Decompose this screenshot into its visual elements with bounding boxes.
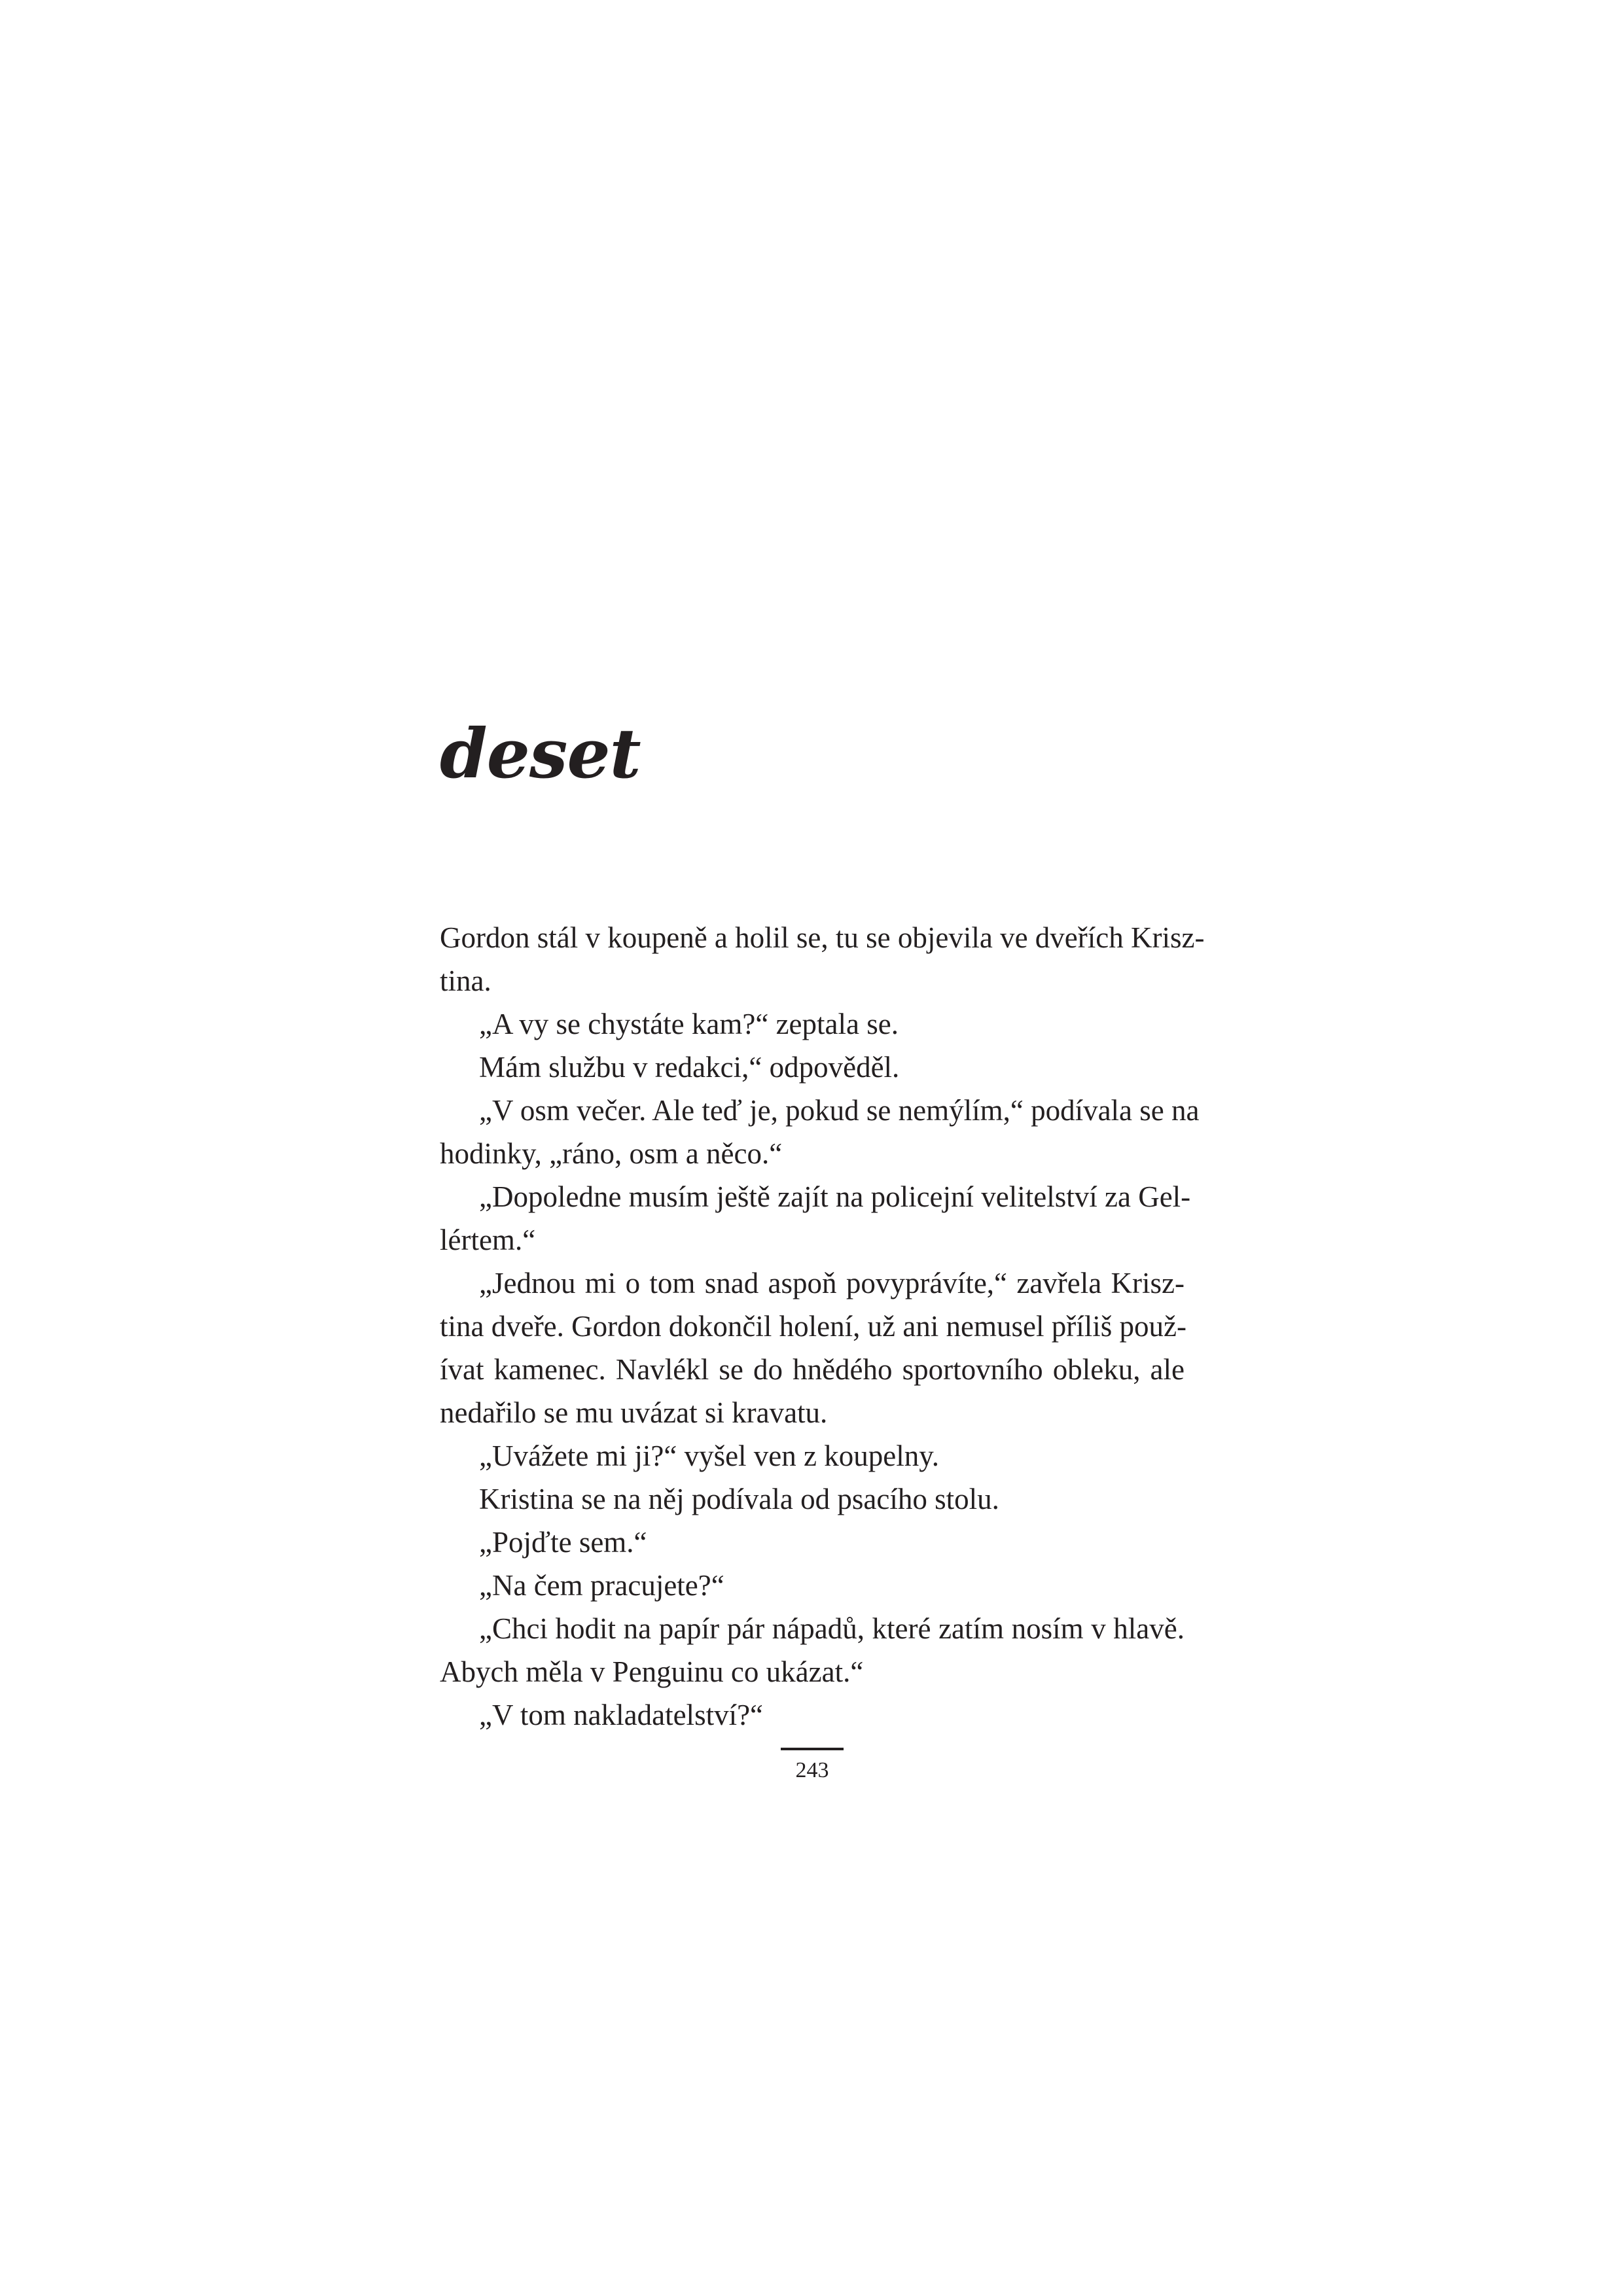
text-line: Gordon stál v koupeně a holil se, tu se objevila ve dveřích Krisz- [440, 921, 1205, 954]
text-line: Abych měla v Penguinu co ukázat.“ [440, 1655, 864, 1688]
text-line: ívat kamenec. Navlékl se do hnědého sportovního obleku, ale [440, 1353, 1185, 1386]
text-line: „V tom nakladatelství?“ [479, 1699, 764, 1731]
page-number: 243 [795, 1758, 829, 1782]
text-line: tina dveře. Gordon dokončil holení, už ani nemusel příliš použ- [440, 1310, 1186, 1343]
text-line: tina. [440, 964, 491, 997]
text-line: „Pojďte sem.“ [479, 1526, 647, 1559]
text-line: „Uvážete mi ji?“ vyšel ven z koupelny. [479, 1439, 940, 1472]
text-line: Mám službu v redakci,“ odpověděl. [479, 1051, 900, 1084]
text-line: „Jednou mi o tom snad aspoň povyprávíte,“ zavřela Krisz- [479, 1267, 1185, 1299]
text-line: „Chci hodit na papír pár nápadů, které zatím nosím v hlavě. [479, 1612, 1185, 1645]
text-line: nedařilo se mu uvázat si kravatu. [440, 1396, 828, 1429]
chapter-title: deset [440, 713, 641, 794]
text-line: „V osm večer. Ale teď je, pokud se nemýlím,“ podívala se na [479, 1094, 1200, 1127]
text-line: „Na čem pracujete?“ [479, 1569, 724, 1602]
text-line: Kristina se na něj podívala od psacího stolu. [479, 1483, 999, 1515]
folio-rule [781, 1748, 844, 1750]
text-line: „A vy se chystáte kam?“ zeptala se. [479, 1008, 899, 1040]
text-line: hodinky, „ráno, osm a něco.“ [440, 1137, 783, 1170]
body-text [440, 916, 1205, 1737]
text-line: lértem.“ [440, 1224, 536, 1256]
text-line: „Dopoledne musím ještě zajít na policejní velitelství za Gel- [479, 1180, 1191, 1213]
